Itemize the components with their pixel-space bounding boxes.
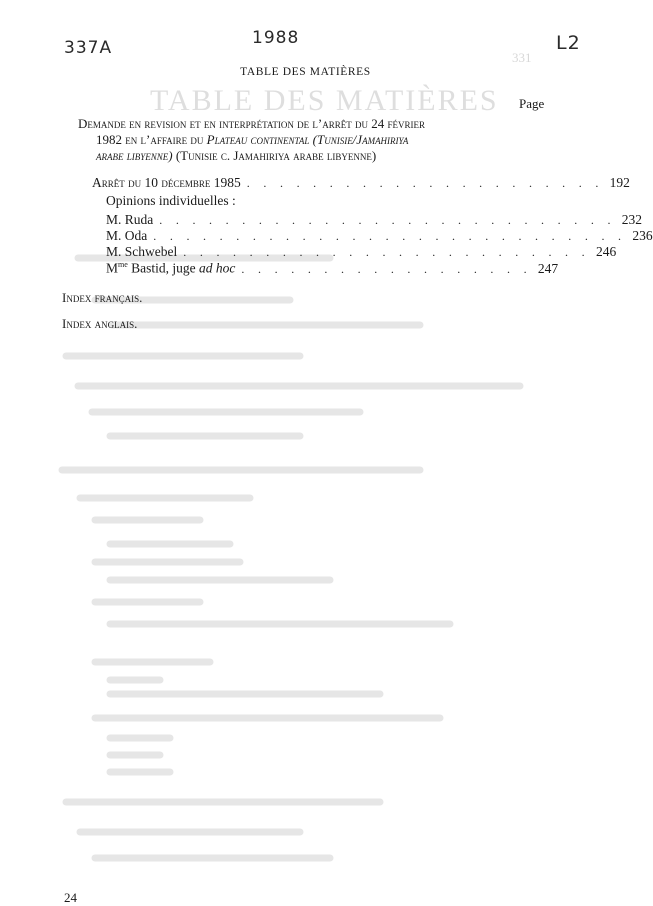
case-title-italic-continued: arabe libyenne) — [96, 148, 173, 163]
leader-dots: . . . . . . . . . . . . . . . . . . . . . . . . . . . . — [159, 213, 616, 227]
toc-entry-bastid[interactable] — [106, 260, 559, 277]
toc-entry-page: 236 — [632, 228, 653, 243]
opinions-heading-label: Opinions individuelles : — [106, 193, 236, 208]
case-heading — [78, 116, 508, 164]
index-french[interactable]: Index français. — [62, 290, 143, 305]
bastid-role: ad hoc — [199, 260, 236, 276]
page-column-label: Page — [519, 96, 545, 111]
toc-entry-page: 192 — [609, 175, 630, 190]
toc-entry-label: Arrêt du 10 décembre 1985 — [92, 175, 241, 190]
handwritten-note-center: 1988 — [252, 28, 300, 48]
leader-dots: . . . . . . . . . . . . . . . . . . . . . . . . . — [183, 245, 590, 259]
toc-entry-schwebel[interactable] — [106, 244, 617, 260]
case-heading-line-2-text: 1982 en l’affaire du — [96, 132, 207, 147]
show-through-heading: TABLE DES MATIÈRES — [150, 84, 499, 117]
toc-entry-label: M. Schwebel — [106, 244, 178, 259]
page-number: 24 — [64, 890, 77, 905]
handwritten-note-left: 337A — [64, 38, 113, 58]
show-through-page-number: 331 — [512, 50, 532, 65]
case-heading-line-1: Demande en revision et en interprétation de l’arrêt du 24 février — [78, 116, 425, 131]
bastid-sup: me — [118, 260, 128, 269]
bastid-name: Bastid, juge — [127, 260, 200, 276]
toc-entry-page: 247 — [537, 260, 559, 276]
case-heading-line-3 — [78, 148, 508, 164]
toc-entry-page: 246 — [595, 244, 617, 259]
toc-entry-label — [106, 260, 235, 277]
case-title-italic: Plateau continental (Tunisie/Jamahiriya — [206, 132, 409, 147]
leader-dots: . . . . . . . . . . . . . . . . . . . . . . . . . . . . . — [153, 229, 627, 243]
toc-entry-oda[interactable] — [106, 228, 653, 244]
case-parties: (Tunisie c. Jamahiriya arabe libyenne) — [172, 148, 377, 163]
toc-entry-judgment[interactable] — [92, 175, 630, 191]
leader-dots: . . . . . . . . . . . . . . . . . . — [241, 261, 532, 276]
page-title: TABLE DES MATIÈRES — [240, 66, 371, 78]
leader-dots: . . . . . . . . . . . . . . . . . . . . . . — [246, 176, 604, 190]
case-heading-line-2 — [78, 132, 508, 148]
toc-entry-page: 232 — [621, 212, 642, 227]
index-english[interactable]: Index anglais. — [62, 316, 138, 331]
opinions-heading — [106, 193, 236, 209]
bastid-prefix: M — [106, 260, 119, 276]
toc-entry-ruda[interactable] — [106, 212, 642, 228]
toc-entry-label: M. Ruda — [106, 212, 154, 227]
toc-entry-label: M. Oda — [106, 228, 148, 243]
handwritten-note-right: L2 — [556, 32, 581, 54]
